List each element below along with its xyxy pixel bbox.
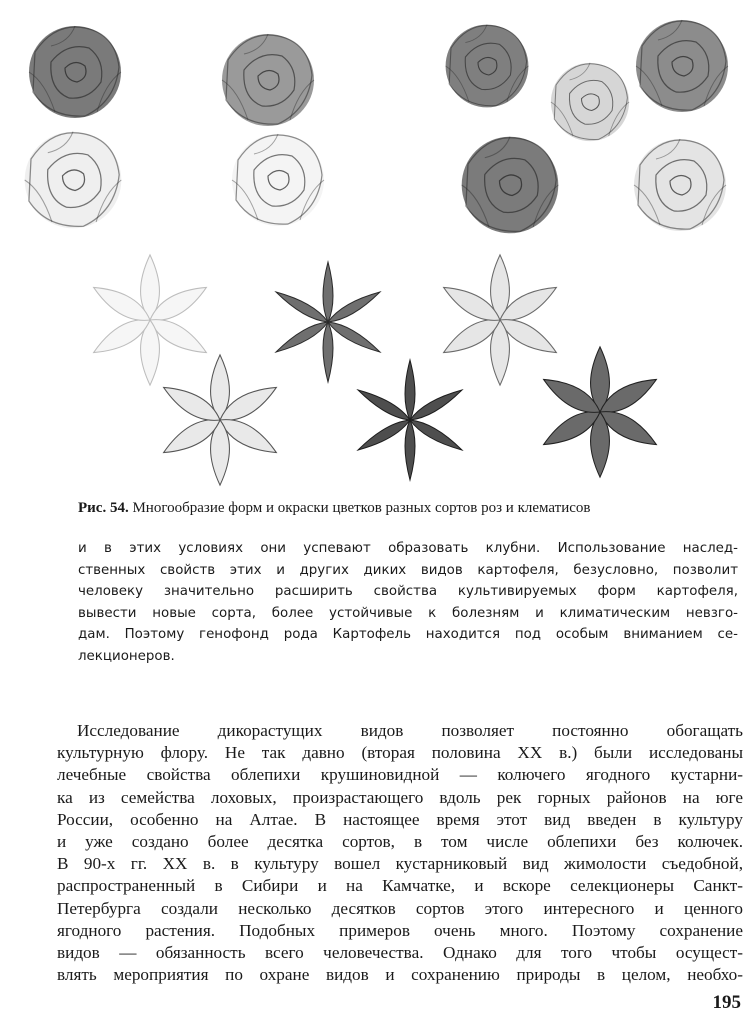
- text-line: распространенный в Сибири и на Камчатке, и вскоре селекционеры Санкт-: [57, 876, 743, 896]
- clematis-flower: [439, 255, 561, 385]
- text-line: видов — обязанность всего человечества. Однако для того чтобы осущест-: [57, 943, 743, 963]
- text-line: Петербурга создали несколько десятков сортов этого интересного и ценного: [57, 898, 743, 918]
- clematis-flower: [539, 347, 661, 477]
- text-line: лечебные свойства облепихи крушиновидной — колючего ягодного кустарни-: [57, 765, 743, 785]
- rose-flower: [462, 137, 559, 234]
- figure-caption-text: Многообразие форм и окраски цветков разных сортов роз и клематисов: [128, 500, 591, 516]
- text-line: лекционеров.: [78, 648, 175, 664]
- clematis-flower: [89, 255, 211, 385]
- rose-flower: [232, 134, 324, 226]
- figure-caption: [78, 498, 748, 518]
- text-line: и в этих условиях они успевают образовать клубни. Использование наслед-: [78, 541, 738, 556]
- text-line: ягодного растения. Подобных примеров очень много. Поэтому сохранение: [57, 920, 743, 940]
- rose-flower: [446, 25, 529, 108]
- text-line: дам. Поэтому генофонд рода Картофель находится под особым вниманием се-: [78, 627, 738, 643]
- rose-flower: [551, 63, 629, 141]
- text-line: человеку значительно расширить свойства культивируемых форм картофеля,: [78, 584, 738, 600]
- rose-flower: [636, 20, 728, 112]
- rose-flower: [634, 139, 726, 231]
- paragraph-small: [78, 538, 738, 668]
- text-line: вывести новые сорта, более устойчивые к болезням и климатическим невзго-: [78, 605, 738, 621]
- figure-flowers: [0, 0, 755, 490]
- text-line: России, особенно на Алтае. В настоящее время этот вид введен в культуру: [57, 809, 743, 829]
- rose-flower: [29, 26, 121, 118]
- paragraph-main: [57, 720, 743, 986]
- text-line: ственных свойств этих и других диких видов картофеля, безусловно, позволит: [78, 562, 738, 578]
- text-line: Исследование дикорастущих видов позволяет постоянно обогащать: [77, 721, 743, 740]
- figure-label: Рис. 54.: [78, 500, 129, 516]
- clematis-flower: [274, 262, 383, 382]
- text-line: влять мероприятия по охране видов и сохранению природы в целом, необхо-: [57, 965, 743, 985]
- text-line: В 90-х гг. XX в. в культуру вошел кустарниковый вид жимолости съедобной,: [57, 854, 743, 874]
- rose-flower: [25, 132, 122, 229]
- rose-flower: [222, 34, 314, 126]
- text-line: и уже создано более десятка сортов, в том числе облепихи без колючек.: [57, 832, 743, 852]
- text-line: культурную флору. Не так давно (вторая половина XX в.) были исследованы: [57, 743, 743, 763]
- page-number: 195: [712, 992, 741, 1013]
- clematis-flower: [159, 355, 281, 485]
- clematis-flower: [356, 360, 465, 480]
- text-line: ка из семейства лоховых, произрастающего вдоль рек горных районов на юге: [57, 787, 743, 807]
